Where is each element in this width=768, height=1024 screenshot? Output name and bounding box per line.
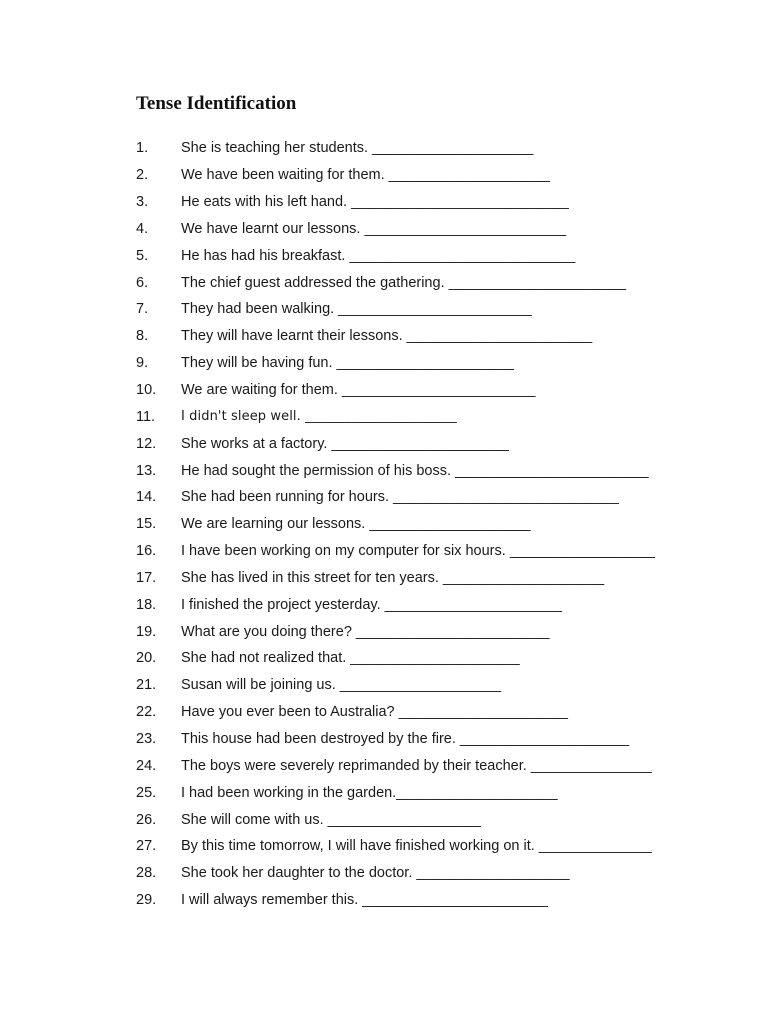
question-text: The boys were severely reprimanded by their teacher. _______________ [181,757,652,774]
question-item [136,779,736,806]
question-item [136,296,736,323]
question-text: He has had his breakfast. ____________________________ [181,247,576,264]
question-number: 28. [136,865,157,882]
question-number: 9. [136,355,149,372]
question-item [136,350,736,377]
question-number: 22. [136,704,157,721]
question-item [136,699,736,726]
question-text: By this time tomorrow, I will have finished working on it. ______________ [181,838,652,855]
question-text: She has lived in this street for ten years. ____________________ [181,569,605,586]
question-item [136,565,736,592]
question-item [136,135,736,162]
question-text: He had sought the permission of his boss. ________________________ [181,462,649,479]
question-item [136,726,736,753]
question-number: 17. [136,569,157,586]
question-number: 12. [136,435,157,452]
question-item [136,672,736,699]
question-item [136,833,736,860]
question-text: She is teaching her students. ____________________ [181,140,534,157]
question-item [136,511,736,538]
question-number: 23. [136,730,157,747]
question-item [136,645,736,672]
question-number: 14. [136,489,157,506]
question-number: 25. [136,784,157,801]
question-item [136,618,736,645]
question-text: We are waiting for them. ________________________ [181,382,536,399]
question-text: She took her daughter to the doctor. ___________________ [181,865,570,882]
question-text: Have you ever been to Australia? _____________________ [181,704,568,721]
question-text: She had been running for hours. ____________________________ [181,489,619,506]
question-item [136,752,736,779]
question-number: 8. [136,328,149,345]
question-text: What are you doing there? ________________________ [181,623,550,640]
question-number: 1. [136,140,149,157]
question-text: We have been waiting for them. ____________________ [181,167,550,184]
question-text: I have been working on my computer for six hours. __________________ [181,543,655,560]
question-text: They will have learnt their lessons. _______________________ [181,328,593,345]
question-item [136,457,736,484]
question-number: 27. [136,838,157,855]
question-number: 4. [136,220,149,237]
question-text: We have learnt our lessons. _________________________ [181,220,567,237]
question-item [136,242,736,269]
question-item [136,591,736,618]
question-text: She works at a factory. ______________________ [181,435,509,452]
question-text: Susan will be joining us. ____________________ [181,677,502,694]
question-item [136,860,736,887]
question-text: I had been working in the garden.____________________ [181,784,558,801]
question-item [136,403,736,430]
question-number: 11. [136,408,156,425]
question-number: 29. [136,892,157,909]
question-number: 2. [136,167,149,184]
question-text: I finished the project yesterday. ______________________ [181,596,563,613]
question-number: 15. [136,516,157,533]
question-number: 24. [136,757,157,774]
question-text: I didn't sleep well. _______________________ [181,409,457,425]
question-number: 13. [136,462,157,479]
question-text: I will always remember this. _______________________ [181,892,548,909]
question-text: She will come with us. ___________________ [181,811,481,828]
question-number: 21. [136,677,157,694]
question-number: 26. [136,811,157,828]
question-item [136,430,736,457]
question-number: 10. [136,382,157,399]
question-item [136,162,736,189]
question-item [136,538,736,565]
question-text: The chief guest addressed the gathering. ______________________ [181,274,627,291]
question-item [136,269,736,296]
question-number: 7. [136,301,149,318]
question-text: She had not realized that. _____________________ [181,650,520,667]
question-item [136,216,736,243]
question-text: We are learning our lessons. ____________________ [181,516,531,533]
question-text: He eats with his left hand. ___________________________ [181,194,569,211]
question-item [136,887,736,914]
question-number: 20. [136,650,157,667]
question-item [136,806,736,833]
question-number: 18. [136,596,157,613]
question-item [136,484,736,511]
page-title: Tense Identification [136,93,297,114]
question-text: They had been walking. ________________________ [181,301,532,318]
question-number: 5. [136,247,149,264]
question-item [136,377,736,404]
question-text: They will be having fun. ______________________ [181,355,514,372]
question-text: This house had been destroyed by the fire. _____________________ [181,730,630,747]
question-number: 16. [136,543,157,560]
question-list [136,135,736,913]
question-item [136,323,736,350]
question-number: 19. [136,623,157,640]
question-number: 6. [136,274,149,291]
question-item [136,189,736,216]
question-number: 3. [136,194,149,211]
